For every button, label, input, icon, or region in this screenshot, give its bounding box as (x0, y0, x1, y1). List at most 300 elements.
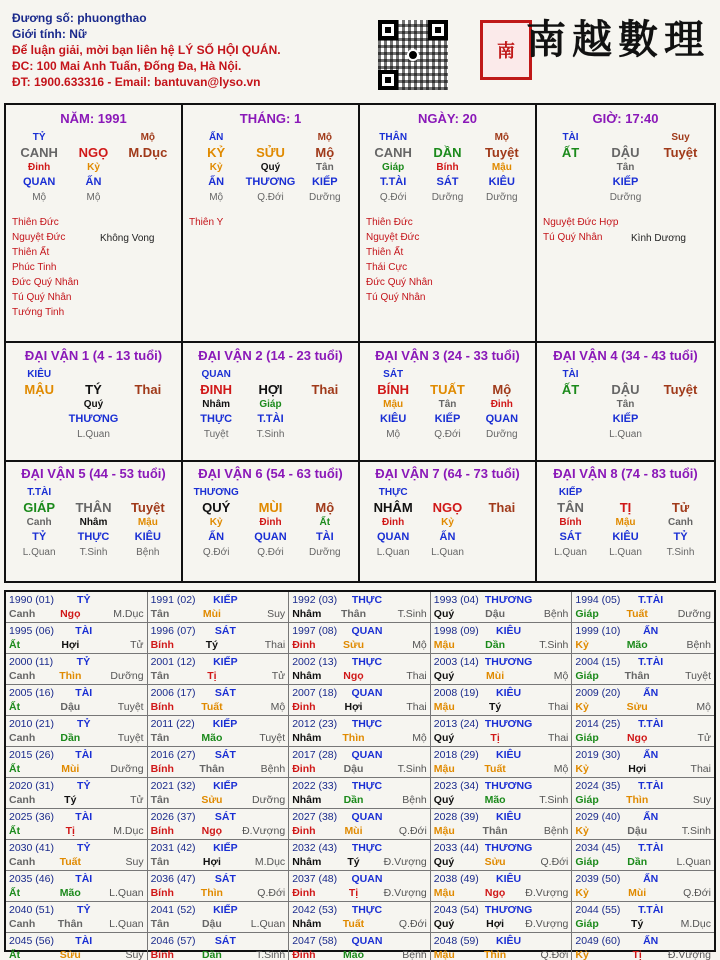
year-stem: Bính (150, 887, 174, 899)
year-star: TÀI (75, 749, 93, 761)
year-star: THƯƠNG (484, 904, 533, 916)
cell-value: QUAN (485, 413, 519, 425)
spacer (681, 903, 711, 917)
cell-value: QUAN (201, 369, 231, 380)
cell-row-r5 (366, 545, 529, 560)
cell-value (420, 130, 474, 145)
spacer (255, 717, 285, 731)
year-branch: Thân (624, 670, 650, 682)
year-bottom (151, 638, 286, 652)
spacer (114, 903, 144, 917)
year-branch: Ngọ (201, 825, 223, 837)
year-cell (289, 685, 431, 716)
cell-value: Tân (438, 399, 457, 410)
year-bottom (575, 607, 711, 621)
year-stage: Mộ (270, 701, 286, 713)
cell-value: THỰC (77, 531, 110, 543)
year-stem: Quý (433, 670, 455, 682)
year-star: KIẾP (213, 842, 238, 854)
year-top (575, 903, 711, 917)
year-bottom (575, 948, 711, 960)
year-top (434, 903, 569, 917)
year-cell (431, 592, 573, 623)
year-cell (148, 592, 290, 623)
year-star: THƯƠNG (484, 594, 533, 606)
year-branch: Dậu (60, 701, 81, 713)
year-stem: Nhâm (292, 918, 322, 930)
year-branch: Dần (201, 949, 222, 960)
star-name: Thái Cực (366, 262, 408, 273)
year-cell (431, 840, 573, 871)
cell-row-r3 (366, 397, 529, 412)
cell-value: Mộ (32, 192, 47, 203)
year-cell (148, 685, 290, 716)
luck-period-cell (6, 460, 183, 581)
year-top (292, 593, 427, 607)
cell-value: KIÊU (612, 531, 639, 543)
year-branch: Thân (199, 763, 225, 775)
cell-value: Mậu (137, 517, 158, 528)
year-stem: Canh (9, 732, 36, 744)
seal-text: 南 (497, 41, 515, 61)
year-bottom (575, 669, 711, 683)
cell-value (12, 412, 66, 427)
cell-value: Q.Đới (379, 192, 407, 203)
cell-value: Kỷ (209, 162, 223, 173)
year-label: 2004 (15) (575, 656, 621, 668)
year-bottom (292, 793, 427, 807)
qr-finder (378, 20, 398, 40)
cell-value: THÂN (379, 132, 408, 143)
year-stage: T.Sinh (256, 949, 286, 960)
spacer (397, 748, 427, 762)
cell-row-r4 (189, 530, 352, 545)
spacer (255, 779, 285, 793)
year-stem: Kỷ (575, 701, 589, 713)
cell-title: ĐẠI VẬN 5 (44 - 53 tuổi) (21, 466, 166, 481)
star-name: Phúc Tinh (12, 262, 57, 273)
cell-title: THÁNG: 1 (239, 111, 302, 126)
year-branch: Hợi (61, 639, 80, 651)
year-label: 2034 (45) (575, 842, 621, 854)
cell-row-r2 (12, 382, 175, 397)
year-branch: Ngọ (484, 887, 506, 899)
cell-value: SÁT (436, 176, 459, 188)
year-branch: Dần (60, 732, 81, 744)
cell-title: ĐẠI VẬN 1 (4 - 13 tuổi) (24, 348, 163, 363)
cell-row-r3 (12, 160, 175, 175)
cell-value: T.Sinh (666, 547, 695, 558)
cell-row-r5 (543, 427, 708, 442)
cell-row-r2 (543, 145, 708, 160)
year-top (9, 593, 144, 607)
year-star: ẤN (643, 873, 659, 885)
year-stage: Q.Đới (398, 918, 427, 930)
year-label: 2043 (54) (433, 904, 479, 916)
spacer (114, 624, 144, 638)
year-cell (148, 871, 290, 902)
year-stage: Suy (125, 856, 144, 868)
year-label: 2003 (14) (433, 656, 479, 668)
year-bottom (292, 762, 427, 776)
year-star: TÀI (75, 873, 93, 885)
cell-title: GIỜ: 17:40 (592, 111, 659, 126)
year-stem: Đinh (292, 949, 316, 960)
qr-center (407, 49, 419, 61)
year-cell (572, 623, 714, 654)
year-star: KIẾP (212, 718, 238, 730)
year-bottom (151, 886, 286, 900)
year-cell (431, 685, 573, 716)
year-label: 2005 (16) (9, 687, 54, 699)
cell-value: SÁT (383, 369, 404, 380)
four-pillars-grid (4, 103, 716, 343)
year-bottom (292, 948, 427, 960)
year-stage: Đ.Vượng (242, 825, 286, 837)
year-branch: Dần (343, 794, 364, 806)
year-label: 2018 (29) (433, 749, 479, 761)
cell-row-r2 (12, 145, 175, 160)
cell-value: NHÂM (373, 500, 413, 515)
cell-value (121, 485, 175, 500)
year-stem: Nhâm (292, 670, 322, 682)
cell-value: ẤN (208, 531, 225, 543)
qr-code-icon[interactable] (378, 20, 448, 90)
year-bottom (575, 762, 711, 776)
year-bottom (9, 917, 144, 931)
year-branch: Thìn (342, 732, 365, 744)
year-top (575, 655, 711, 669)
cell-value: Bệnh (136, 547, 160, 558)
spacer (114, 934, 144, 948)
luck-periods-row-2 (4, 460, 716, 583)
year-label: 2031 (42) (150, 842, 196, 854)
cell-value: Mậu (615, 517, 636, 528)
year-star: ẤN (643, 625, 659, 637)
year-bottom (434, 793, 569, 807)
cell-value: L.Quan (431, 547, 464, 558)
year-star: T.TÀI (638, 842, 664, 854)
cell-value (243, 367, 297, 382)
cell-value: ẤT (561, 382, 580, 397)
year-star: QUAN (351, 811, 383, 823)
year-stage: Dưỡng (677, 608, 711, 620)
stars-list (12, 215, 175, 320)
year-label: 2029 (40) (575, 811, 621, 823)
cell-value (543, 190, 598, 205)
cell-value: ẤN (208, 132, 224, 143)
cell-value: DẬU (611, 145, 640, 160)
year-star: T.TÀI (638, 718, 664, 730)
year-top (9, 934, 144, 948)
cell-value (420, 367, 474, 382)
cell-row-r4 (543, 530, 708, 545)
year-label: 2015 (26) (9, 749, 54, 761)
cell-value: THÂN (75, 500, 112, 515)
cell-value: Q.Đới (434, 429, 461, 440)
year-branch: Sửu (201, 794, 223, 806)
year-top (434, 655, 569, 669)
year-bottom (9, 824, 144, 838)
year-branch: Dậu (485, 608, 506, 620)
year-top (9, 841, 144, 855)
cell-value (475, 485, 529, 500)
year-label: 1999 (10) (575, 625, 621, 637)
cell-value: KIÊU (27, 369, 52, 380)
year-cell (6, 623, 148, 654)
contact-line-2: ĐC: 100 Mai Anh Tuấn, Đống Đa, Hà Nội. (12, 59, 242, 73)
cell-value (298, 367, 352, 382)
year-stage: L.Quan (109, 918, 144, 930)
cell-value: Mộ (315, 145, 335, 160)
year-branch: Mão (201, 732, 223, 744)
cell-value: Tuyệt (203, 429, 229, 440)
year-top (434, 810, 569, 824)
year-stage: Thai (547, 732, 569, 744)
cell-value: DẦN (433, 145, 462, 160)
cell-row-r4 (12, 175, 175, 190)
year-star: TÀI (75, 687, 93, 699)
cell-row-r1 (12, 485, 175, 500)
year-stem: Giáp (575, 794, 599, 806)
year-star: KIẾP (213, 656, 238, 668)
cell-value: T.TÀI (257, 413, 284, 425)
year-cell (289, 840, 431, 871)
year-star: QUAN (351, 625, 383, 637)
year-stage: Q.Đới (683, 887, 711, 899)
cell-row-r1 (366, 130, 529, 145)
cell-value (653, 190, 708, 205)
year-star: T.TÀI (638, 594, 664, 606)
year-stem: Mậu (433, 763, 455, 775)
cell-value: Thai (311, 382, 339, 397)
year-cell (289, 902, 431, 933)
year-branch: Tuất (342, 918, 365, 930)
year-branch: Mão (484, 794, 506, 806)
year-label: 2030 (41) (9, 842, 54, 854)
cell-value: ẤN (208, 176, 225, 188)
cell-value: MẬU (24, 382, 54, 397)
year-stem: Bính (150, 639, 174, 651)
cell-value: Mộ (86, 192, 101, 203)
year-star: THƯƠNG (484, 842, 533, 854)
year-star: THƯƠNG (484, 718, 533, 730)
year-label: 2046 (57) (150, 935, 196, 947)
star-name: Thiên Ất (12, 247, 50, 258)
cell-value: HỢI (258, 382, 283, 397)
star-name: Đức Quý Nhân (366, 277, 433, 288)
year-stage: Tuyệt (685, 670, 711, 682)
year-top (292, 748, 427, 762)
year-stem: Ất (9, 887, 21, 899)
year-stem: Giáp (575, 856, 599, 868)
year-stem: Quý (433, 856, 455, 868)
year-stem: Kỷ (575, 639, 589, 651)
cell-value (598, 367, 653, 382)
spacer (114, 810, 144, 824)
cell-value (298, 485, 352, 500)
year-label: 1994 (05) (575, 594, 621, 606)
cell-value: DẬU (611, 382, 640, 397)
year-branch: Thìn (200, 887, 223, 899)
stars-list (189, 215, 352, 230)
year-top (292, 779, 427, 793)
year-label: 2036 (47) (150, 873, 196, 885)
year-cell (572, 716, 714, 747)
cell-row-r4 (366, 530, 529, 545)
year-stage: Q.Đới (540, 949, 569, 960)
year-branch: Thân (340, 608, 367, 620)
year-stage: Suy (692, 794, 711, 806)
year-stem: Kỷ (575, 825, 589, 837)
extra-star: Không Vong (100, 233, 155, 244)
year-cell (431, 623, 573, 654)
spacer (114, 717, 144, 731)
year-stem: Tân (150, 608, 170, 620)
year-stem: Mậu (433, 701, 455, 713)
star-name: Tú Quý Nhân (366, 292, 426, 303)
cell-value (475, 545, 529, 560)
year-star: TÀI (75, 811, 93, 823)
cell-row-r3 (543, 515, 708, 530)
cell-value: BÍNH (377, 382, 410, 397)
stars-list (366, 215, 529, 305)
year-cell (572, 809, 714, 840)
year-stage: Tử (271, 670, 286, 682)
year-label: 2021 (32) (150, 780, 196, 792)
cell-row-r2 (366, 382, 529, 397)
year-top (575, 593, 711, 607)
year-top (292, 841, 427, 855)
cell-value: THỰC (378, 487, 408, 498)
year-star: KIÊU (496, 811, 522, 823)
year-branch: Mùi (61, 763, 80, 775)
cell-value: L.Quan (609, 429, 642, 440)
brand-logo-text: 南越數理 (526, 16, 710, 63)
year-star: THỰC (351, 718, 383, 730)
year-branch: Mùi (486, 670, 505, 682)
spacer (255, 655, 285, 669)
year-cell (289, 654, 431, 685)
cell-value: Mộ (209, 192, 224, 203)
cell-value (598, 130, 653, 145)
spacer (255, 903, 285, 917)
cell-value: Kỷ (87, 162, 100, 173)
year-star: TỶ (77, 904, 91, 916)
cell-value: Đinh (490, 399, 513, 410)
spacer (397, 934, 427, 948)
spacer (538, 810, 568, 824)
cell-value: TỊ (619, 500, 632, 515)
year-stage: M.Dục (680, 918, 711, 930)
year-stage: Mộ (696, 701, 711, 713)
year-bottom (434, 762, 569, 776)
cell-value: Tuyệt (663, 382, 698, 397)
year-cell (431, 809, 573, 840)
year-stage: Bệnh (402, 949, 427, 960)
year-stage: L.Quan (109, 887, 144, 899)
year-bottom (434, 917, 569, 931)
year-top (434, 872, 569, 886)
spacer (397, 810, 427, 824)
year-star: KIẾP (213, 904, 238, 916)
year-stem: Đinh (292, 825, 316, 837)
year-stage: Thai (406, 701, 427, 713)
year-star: TỶ (77, 594, 91, 606)
year-cell (6, 778, 148, 809)
star-name: Đức Quý Nhân (12, 277, 79, 288)
year-label: 2011 (22) (150, 718, 195, 730)
year-stem: Ất (9, 825, 21, 837)
cell-value: Tử (671, 500, 690, 515)
cell-value: Đinh (382, 517, 405, 528)
cell-value (66, 485, 120, 500)
cell-row-r1 (543, 130, 708, 145)
cell-row-r3 (366, 160, 529, 175)
year-star: TỶ (77, 718, 91, 730)
year-cell (572, 933, 714, 960)
year-stage: Tuyệt (259, 732, 286, 744)
year-cell (431, 778, 573, 809)
year-branch: Thìn (626, 794, 649, 806)
cell-row-r3 (543, 397, 708, 412)
cell-title: ĐẠI VẬN 3 (24 - 33 tuổi) (375, 348, 520, 363)
year-top (292, 655, 427, 669)
year-stem: Bính (150, 825, 174, 837)
cell-value: SỬU (256, 145, 285, 160)
year-stem: Mậu (433, 639, 455, 651)
cell-row-r4 (189, 175, 352, 190)
year-cell (572, 654, 714, 685)
cell-value: TÀI (315, 531, 334, 543)
cell-value: KIẾP (612, 176, 639, 188)
year-label: 2024 (35) (575, 780, 621, 792)
cell-value: QUAN (22, 176, 56, 188)
spacer (255, 593, 285, 607)
year-label: 2037 (48) (292, 873, 338, 885)
cell-row-r4 (366, 175, 529, 190)
cell-row-r1 (189, 367, 352, 382)
year-branch: Sửu (484, 856, 506, 868)
year-stage: Tử (130, 794, 144, 806)
spacer (538, 624, 568, 638)
cell-value (121, 427, 175, 442)
cell-value: GIÁP (23, 500, 56, 515)
star-name: Nguyệt Đức (366, 232, 420, 243)
cell-row-r2 (543, 500, 708, 515)
year-top (434, 717, 569, 731)
cell-value: TỶ (32, 531, 47, 543)
spacer (397, 903, 427, 917)
year-stage: Bệnh (543, 608, 569, 620)
cell-row-r1 (366, 485, 529, 500)
year-cell (572, 840, 714, 871)
year-top (151, 934, 286, 948)
year-stage: M.Dục (254, 856, 286, 868)
year-stage: T.Sinh (397, 608, 427, 620)
year-stage: Thai (406, 670, 427, 682)
year-label: 2045 (56) (9, 935, 54, 947)
year-top (151, 810, 286, 824)
year-bottom (151, 669, 286, 683)
spacer (538, 903, 568, 917)
spacer (538, 686, 568, 700)
owner-name: Đương số: phuongthao (12, 11, 147, 25)
year-cell (572, 778, 714, 809)
cell-row-r3 (189, 160, 352, 175)
year-stem: Bính (150, 949, 174, 960)
spacer (681, 624, 711, 638)
